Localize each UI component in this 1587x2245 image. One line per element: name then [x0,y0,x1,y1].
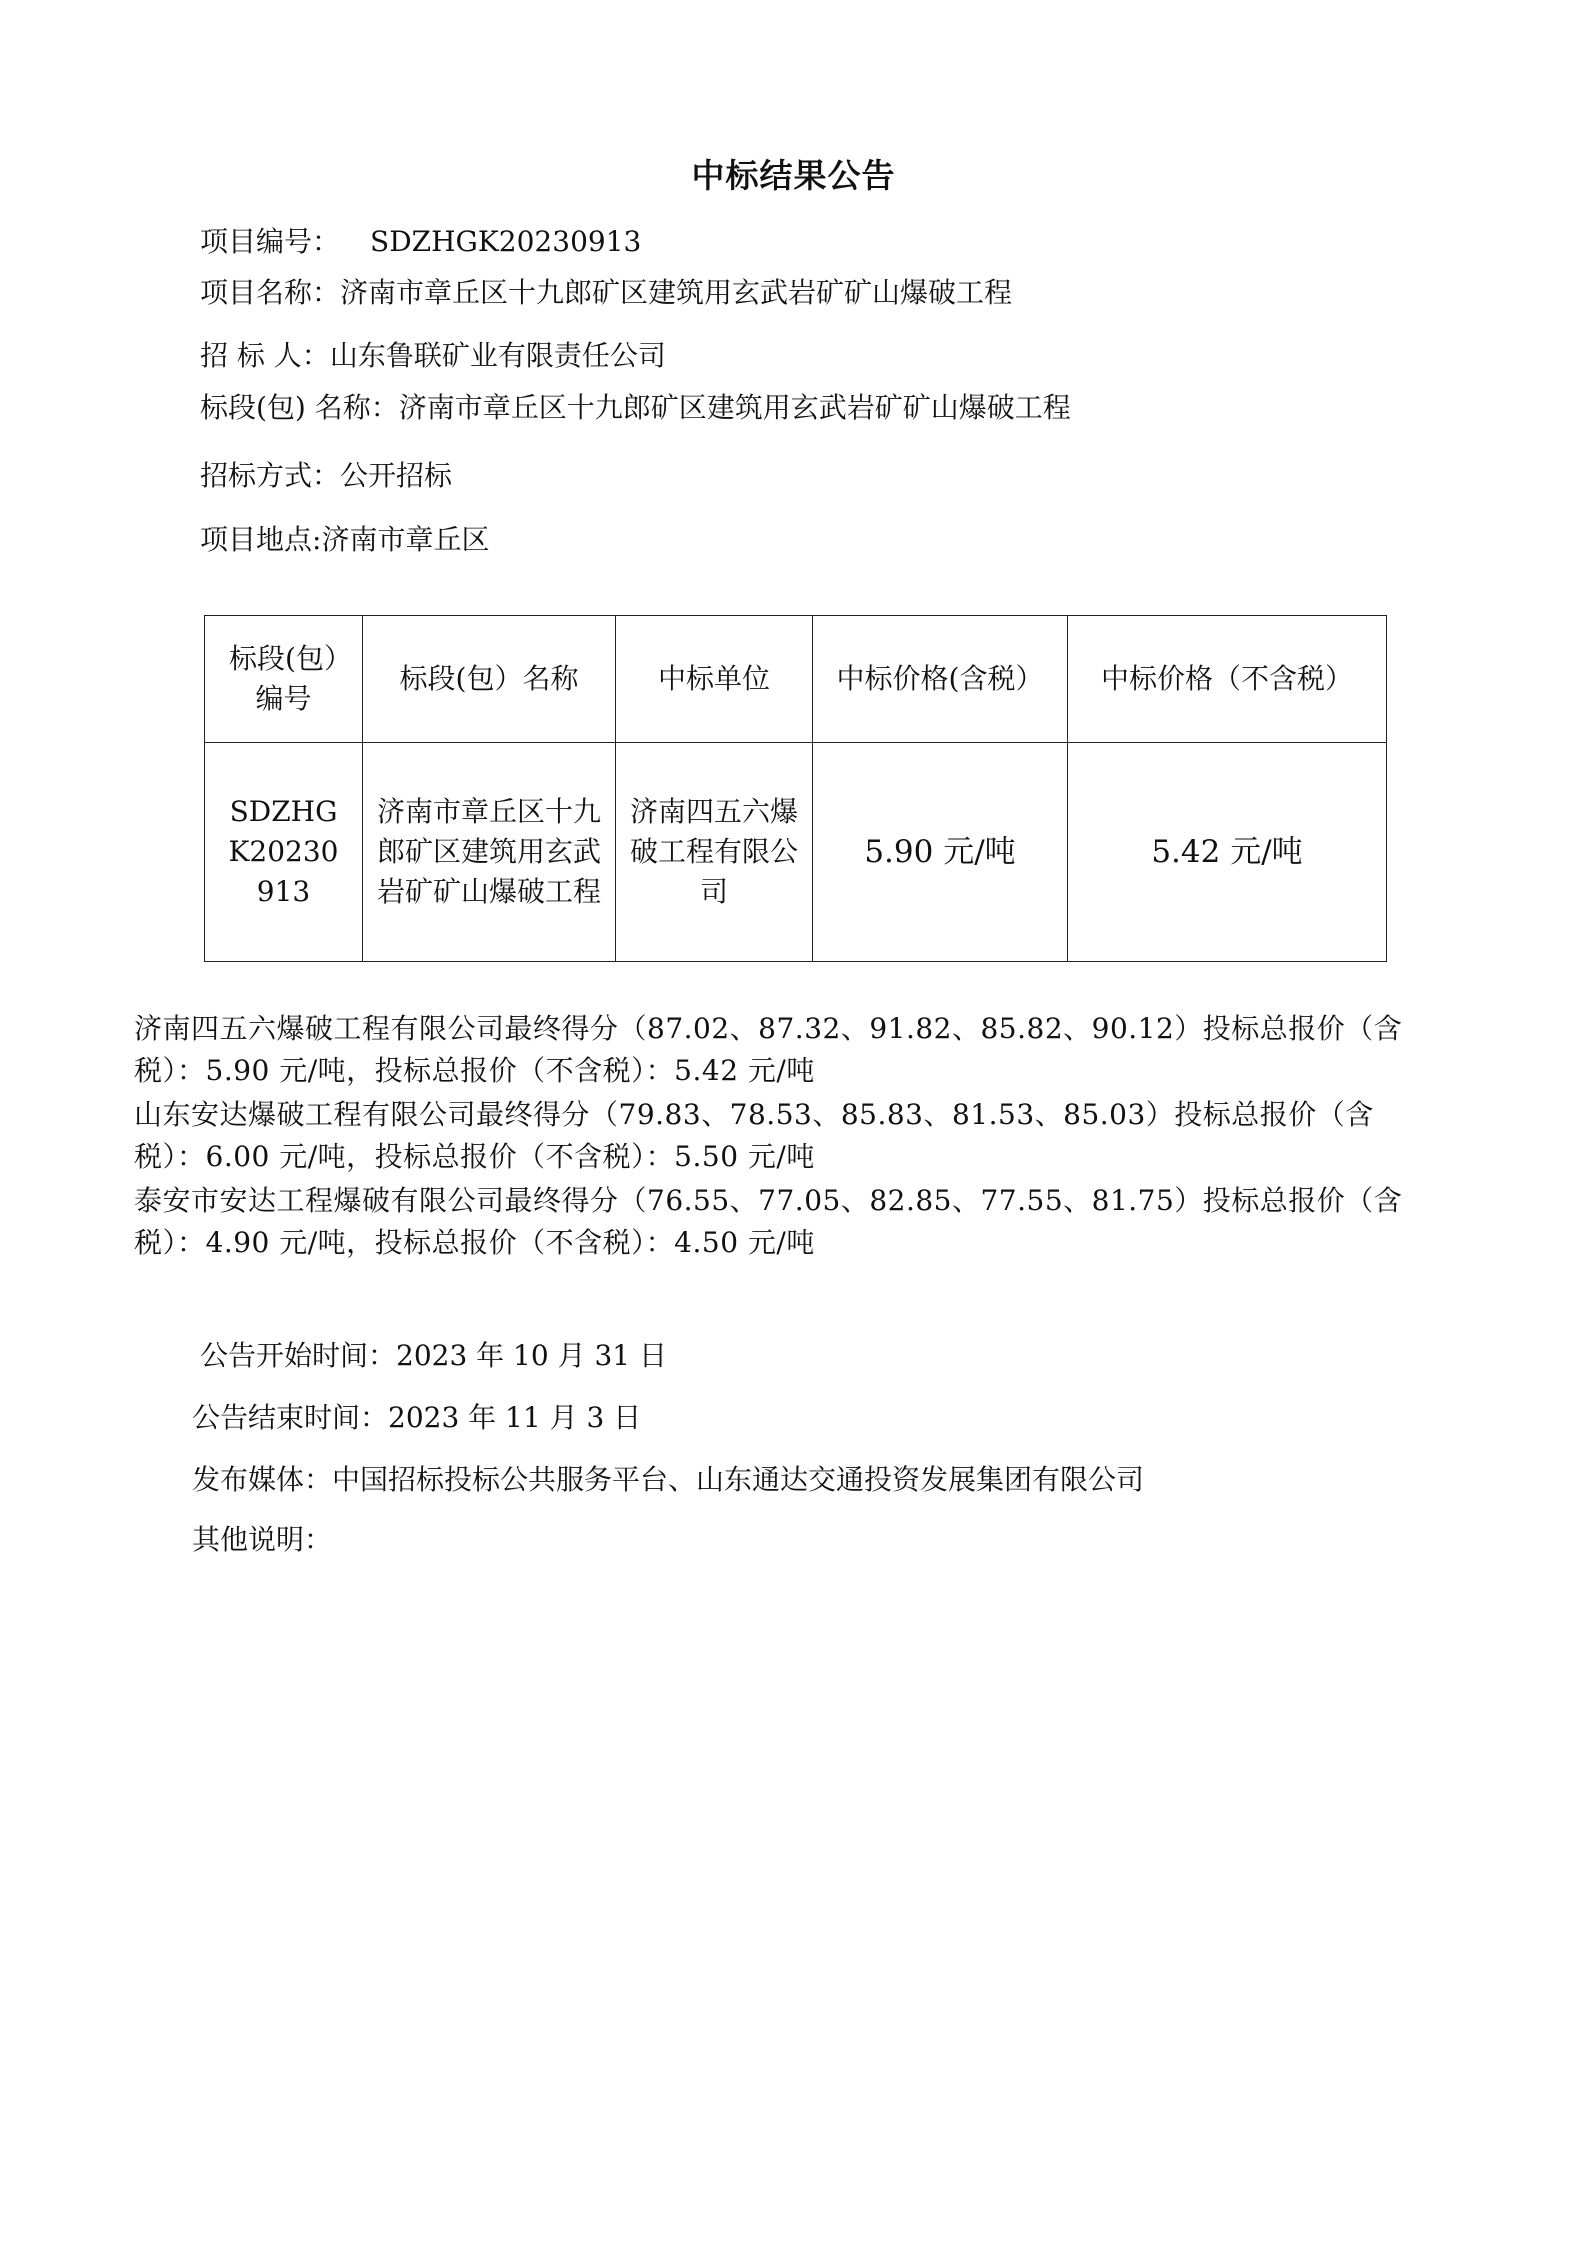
header-winner: 中标单位 [616,616,813,743]
method-value: 公开招标 [340,459,453,492]
tenderer-label: 招 标 人： [200,339,330,372]
header-price-notax: 中标价格（不含税） [1068,616,1387,743]
project-number-label: 项目编号： [200,225,341,258]
page-title: 中标结果公告 [691,156,896,195]
location-line [200,520,489,560]
cell-price-tax: 5.90 元/吨 [813,743,1068,962]
header-section-name: 标段(包）名称 [363,616,616,743]
score-block-3 [134,1180,1454,1264]
score-3-line-1: 泰安市安达工程爆破有限公司最终得分（76.55、77.05、82.85、77.55、81.75）投标总报价（含 [134,1184,1403,1217]
project-name-value: 济南市章丘区十九郎矿区建筑用玄武岩矿矿山爆破工程 [340,276,1013,309]
table-row [205,743,1387,962]
header-section-code: 标段(包）编号 [205,616,363,743]
section-name-value: 济南市章丘区十九郎矿区建筑用玄武岩矿矿山爆破工程 [398,391,1071,424]
score-block-1 [134,1008,1454,1092]
award-table [204,615,1387,962]
location-label: 项目地点: [200,523,322,556]
location-value: 济南市章丘区 [321,523,490,556]
notice-end: 公告结束时间：2023 年 11 月 3 日 [192,1401,642,1434]
score-block-2 [134,1094,1454,1178]
project-name-label: 项目名称： [200,276,341,309]
cell-section-code: SDZHGK20230913 [205,743,363,962]
project-number-value: SDZHGK20230913 [370,225,642,258]
section-name-line [200,388,1071,428]
publish-media: 发布媒体：中国招标投标公共服务平台、山东通达交通投资发展集团有限公司 [192,1463,1145,1496]
cell-section-name: 济南市章丘区十九郎矿区建筑用玄武岩矿矿山爆破工程 [363,743,616,962]
method-label: 招标方式： [200,459,341,492]
cell-price-notax: 5.42 元/吨 [1068,743,1387,962]
project-name-line [200,273,1012,313]
project-number-line [200,222,641,262]
score-1-line-2: 税）：5.90 元/吨，投标总报价（不含税）：5.42 元/吨 [134,1054,815,1087]
score-2-line-1: 山东安达爆破工程有限公司最终得分（79.83、78.53、85.83、81.53、85.03）投标总报价（含 [134,1098,1374,1131]
header-price-tax: 中标价格(含税） [813,616,1068,743]
method-line [200,456,452,496]
score-3-line-2: 税）：4.90 元/吨，投标总报价（不含税）：4.50 元/吨 [134,1226,815,1259]
tenderer-line [200,336,666,376]
cell-winner: 济南四五六爆破工程有限公司 [616,743,813,962]
score-1-line-1: 济南四五六爆破工程有限公司最终得分（87.02、87.32、91.82、85.82、90.12）投标总报价（含 [134,1012,1403,1045]
tenderer-value: 山东鲁联矿业有限责任公司 [329,339,666,372]
table-header-row [205,616,1387,743]
notice-start: 公告开始时间：2023 年 10 月 31 日 [200,1339,668,1372]
other-notes: 其他说明： [192,1523,333,1556]
score-2-line-2: 税）：6.00 元/吨，投标总报价（不含税）：5.50 元/吨 [134,1140,815,1173]
section-name-label: 标段(包) 名称： [200,391,399,424]
